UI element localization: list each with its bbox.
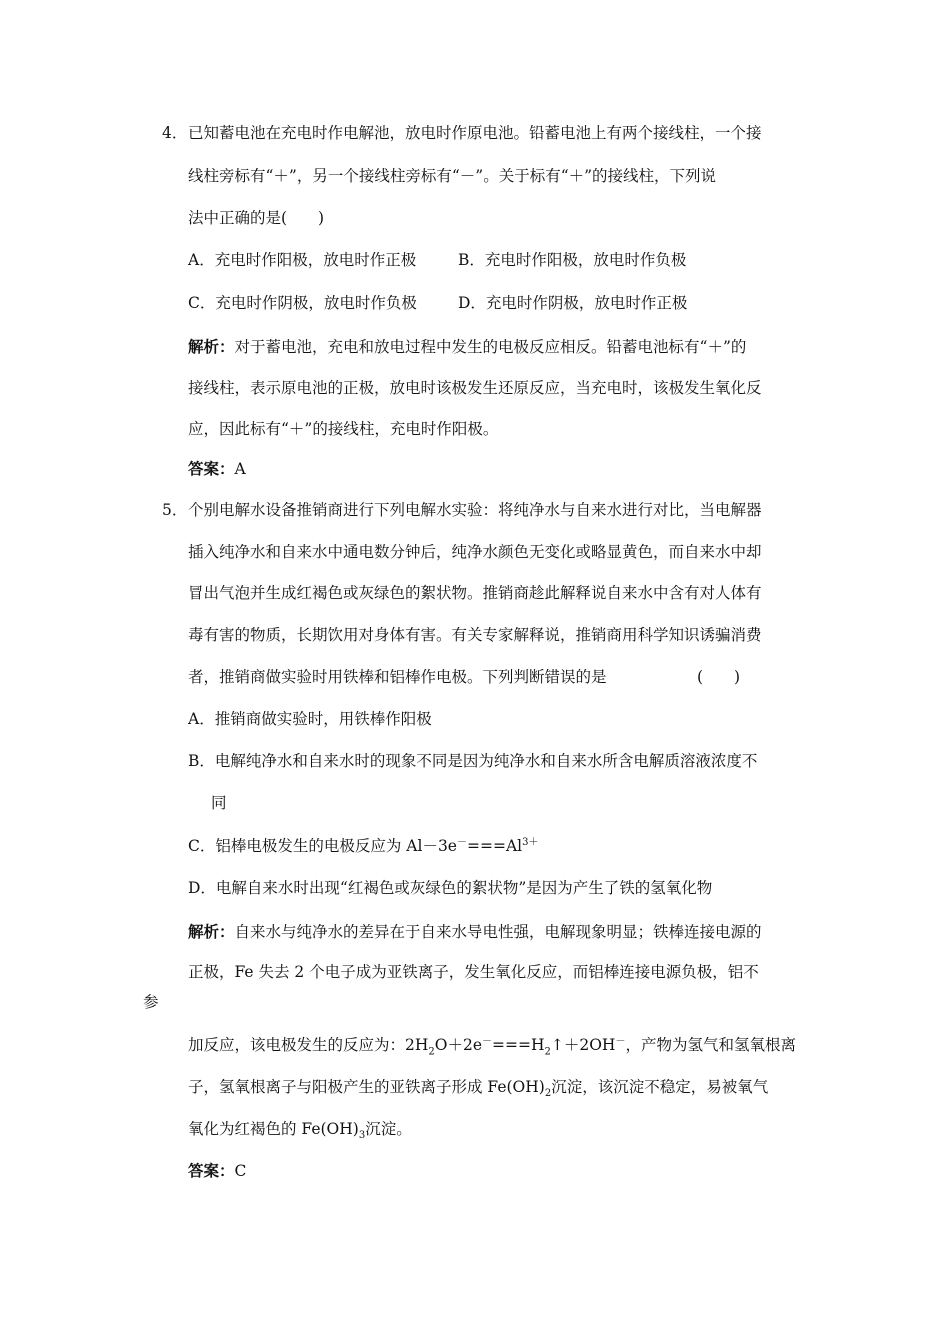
subscript: 2: [428, 1046, 435, 1058]
analysis-label: 解析：: [188, 922, 235, 941]
question-5-option-b-line-2: 同: [211, 794, 227, 812]
analysis-label: 解析：: [188, 337, 235, 356]
analysis-text: 对于蓄电池，充电和放电过程中发生的电极反应相反。铅蓄电池标有“＋”的: [234, 338, 747, 356]
question-5-analysis-line-6: [188, 1122, 412, 1141]
analysis-text: 氧化为红褐色的 Fe(OH): [188, 1120, 359, 1138]
question-5-analysis-line-4: [188, 1037, 796, 1057]
answer-value: C: [234, 1162, 247, 1180]
question-4-answer: [188, 461, 246, 478]
question-5-stem-line-5: 者，推销商做实验时用铁棒和铝棒作电极。下列判断错误的是: [188, 668, 607, 686]
question-5-analysis-line-2: 正极，Fe 失去 2 个电子成为亚铁离子，发生氧化反应，而铝棒连接电源负极，铝不: [188, 963, 759, 981]
question-4-number: 4．: [162, 124, 188, 142]
option-c-product: ===Al: [466, 837, 523, 856]
question-5-answer: [188, 1163, 246, 1180]
analysis-text: 沉淀，该沉淀不稳定，易被氧气: [551, 1078, 769, 1096]
analysis-text: 沉淀。: [365, 1120, 412, 1138]
subscript: 2: [544, 1046, 551, 1058]
subscript: 2: [544, 1088, 552, 1100]
question-5-stem-line-3: 冒出气泡并生成红褐色或灰绿色的絮状物。推销商趁此解释说自来水中含有对人体有: [188, 584, 762, 602]
equation-part: 加反应，该电极发生的反应为：2H: [188, 1036, 429, 1055]
answer-label: 答案：: [188, 1161, 235, 1180]
question-4-analysis-line-1: [188, 339, 746, 356]
equation-part: ===H: [492, 1036, 545, 1055]
equation-part: ，产物为氢气和氢氧根离: [625, 1036, 796, 1055]
superscript: －: [615, 1036, 626, 1047]
question-5-analysis-line-5: [188, 1080, 768, 1099]
superscript: －: [482, 1036, 493, 1047]
question-4-analysis-line-2: 接线柱，表示原电池的正极，放电时该极发生还原反应，当充电时，该极发生氧化反: [188, 379, 762, 397]
question-5-analysis-line-1: [188, 924, 762, 941]
answer-label: 答案：: [188, 459, 235, 478]
question-4-stem-line-1: 已知蓄电池在充电时作电解池，放电时作原电池。铅蓄电池上有两个接线柱，一个接: [188, 124, 762, 142]
answer-value: A: [234, 460, 246, 478]
question-4-analysis-line-3: 应，因此标有“＋”的接线柱，充电时作阳极。: [188, 420, 499, 438]
analysis-text: 子，氢氧根离子与阳极产生的亚铁离子形成 Fe(OH): [188, 1078, 545, 1096]
question-5-stem-line-4: 毒有害的物质，长期饮用对身体有害。有关专家解释说，推销商用科学知识诱骗消费: [188, 626, 762, 644]
option-c-text: C．铝棒电极发生的电极反应为 Al－3e: [188, 837, 457, 856]
subscript: 3: [358, 1130, 366, 1142]
question-5-stem-line-2: 插入纯净水和自来水中通电数分钟后，纯净水颜色无变化或略显黄色，而自来水中却: [188, 543, 762, 561]
question-4-stem-line-2: 线柱旁标有“＋”，另一个接线柱旁标有“－”。关于标有“＋”的接线柱，下列说: [188, 167, 717, 185]
equation-part: ↑＋2OH: [550, 1036, 616, 1055]
analysis-text: 自来水与纯净水的差异在于自来水导电性强，电解现象明显；铁棒连接电源的: [234, 923, 762, 941]
question-4-option-d: D．充电时作阴极，放电时作正极: [458, 294, 688, 312]
question-5-stem-line-1: 个别电解水设备推销商进行下列电解水实验：将纯净水与自来水进行对比，当电解器: [188, 501, 762, 519]
question-5-answer-bracket: ( ): [697, 668, 741, 686]
question-5-option-a: A．推销商做实验时，用铁棒作阳极: [188, 710, 432, 728]
question-5-option-d: D．电解自来水时出现“红褐色或灰绿色的絮状物”是因为产生了铁的氢氧化物: [188, 879, 713, 897]
equation-part: O＋2e: [434, 1036, 483, 1055]
question-5-option-b-line-1: B．电解纯净水和自来水时的现象不同是因为纯净水和自来水所含电解质溶液浓度不: [188, 752, 758, 770]
question-5-analysis-line-3: 参: [143, 993, 159, 1011]
question-4-option-c: C．充电时作阴极，放电时作负极: [188, 294, 417, 312]
question-4-stem-line-3: 法中正确的是( ): [188, 209, 325, 227]
question-5-option-c: [188, 838, 538, 855]
question-4-option-a: A．充电时作阳极，放电时作正极: [188, 251, 417, 269]
question-4-option-b: B．充电时作阳极，放电时作负极: [458, 251, 687, 269]
ion-charge: 3＋: [522, 837, 539, 848]
electron-charge: －: [456, 837, 467, 848]
question-5-number: 5．: [162, 501, 188, 519]
